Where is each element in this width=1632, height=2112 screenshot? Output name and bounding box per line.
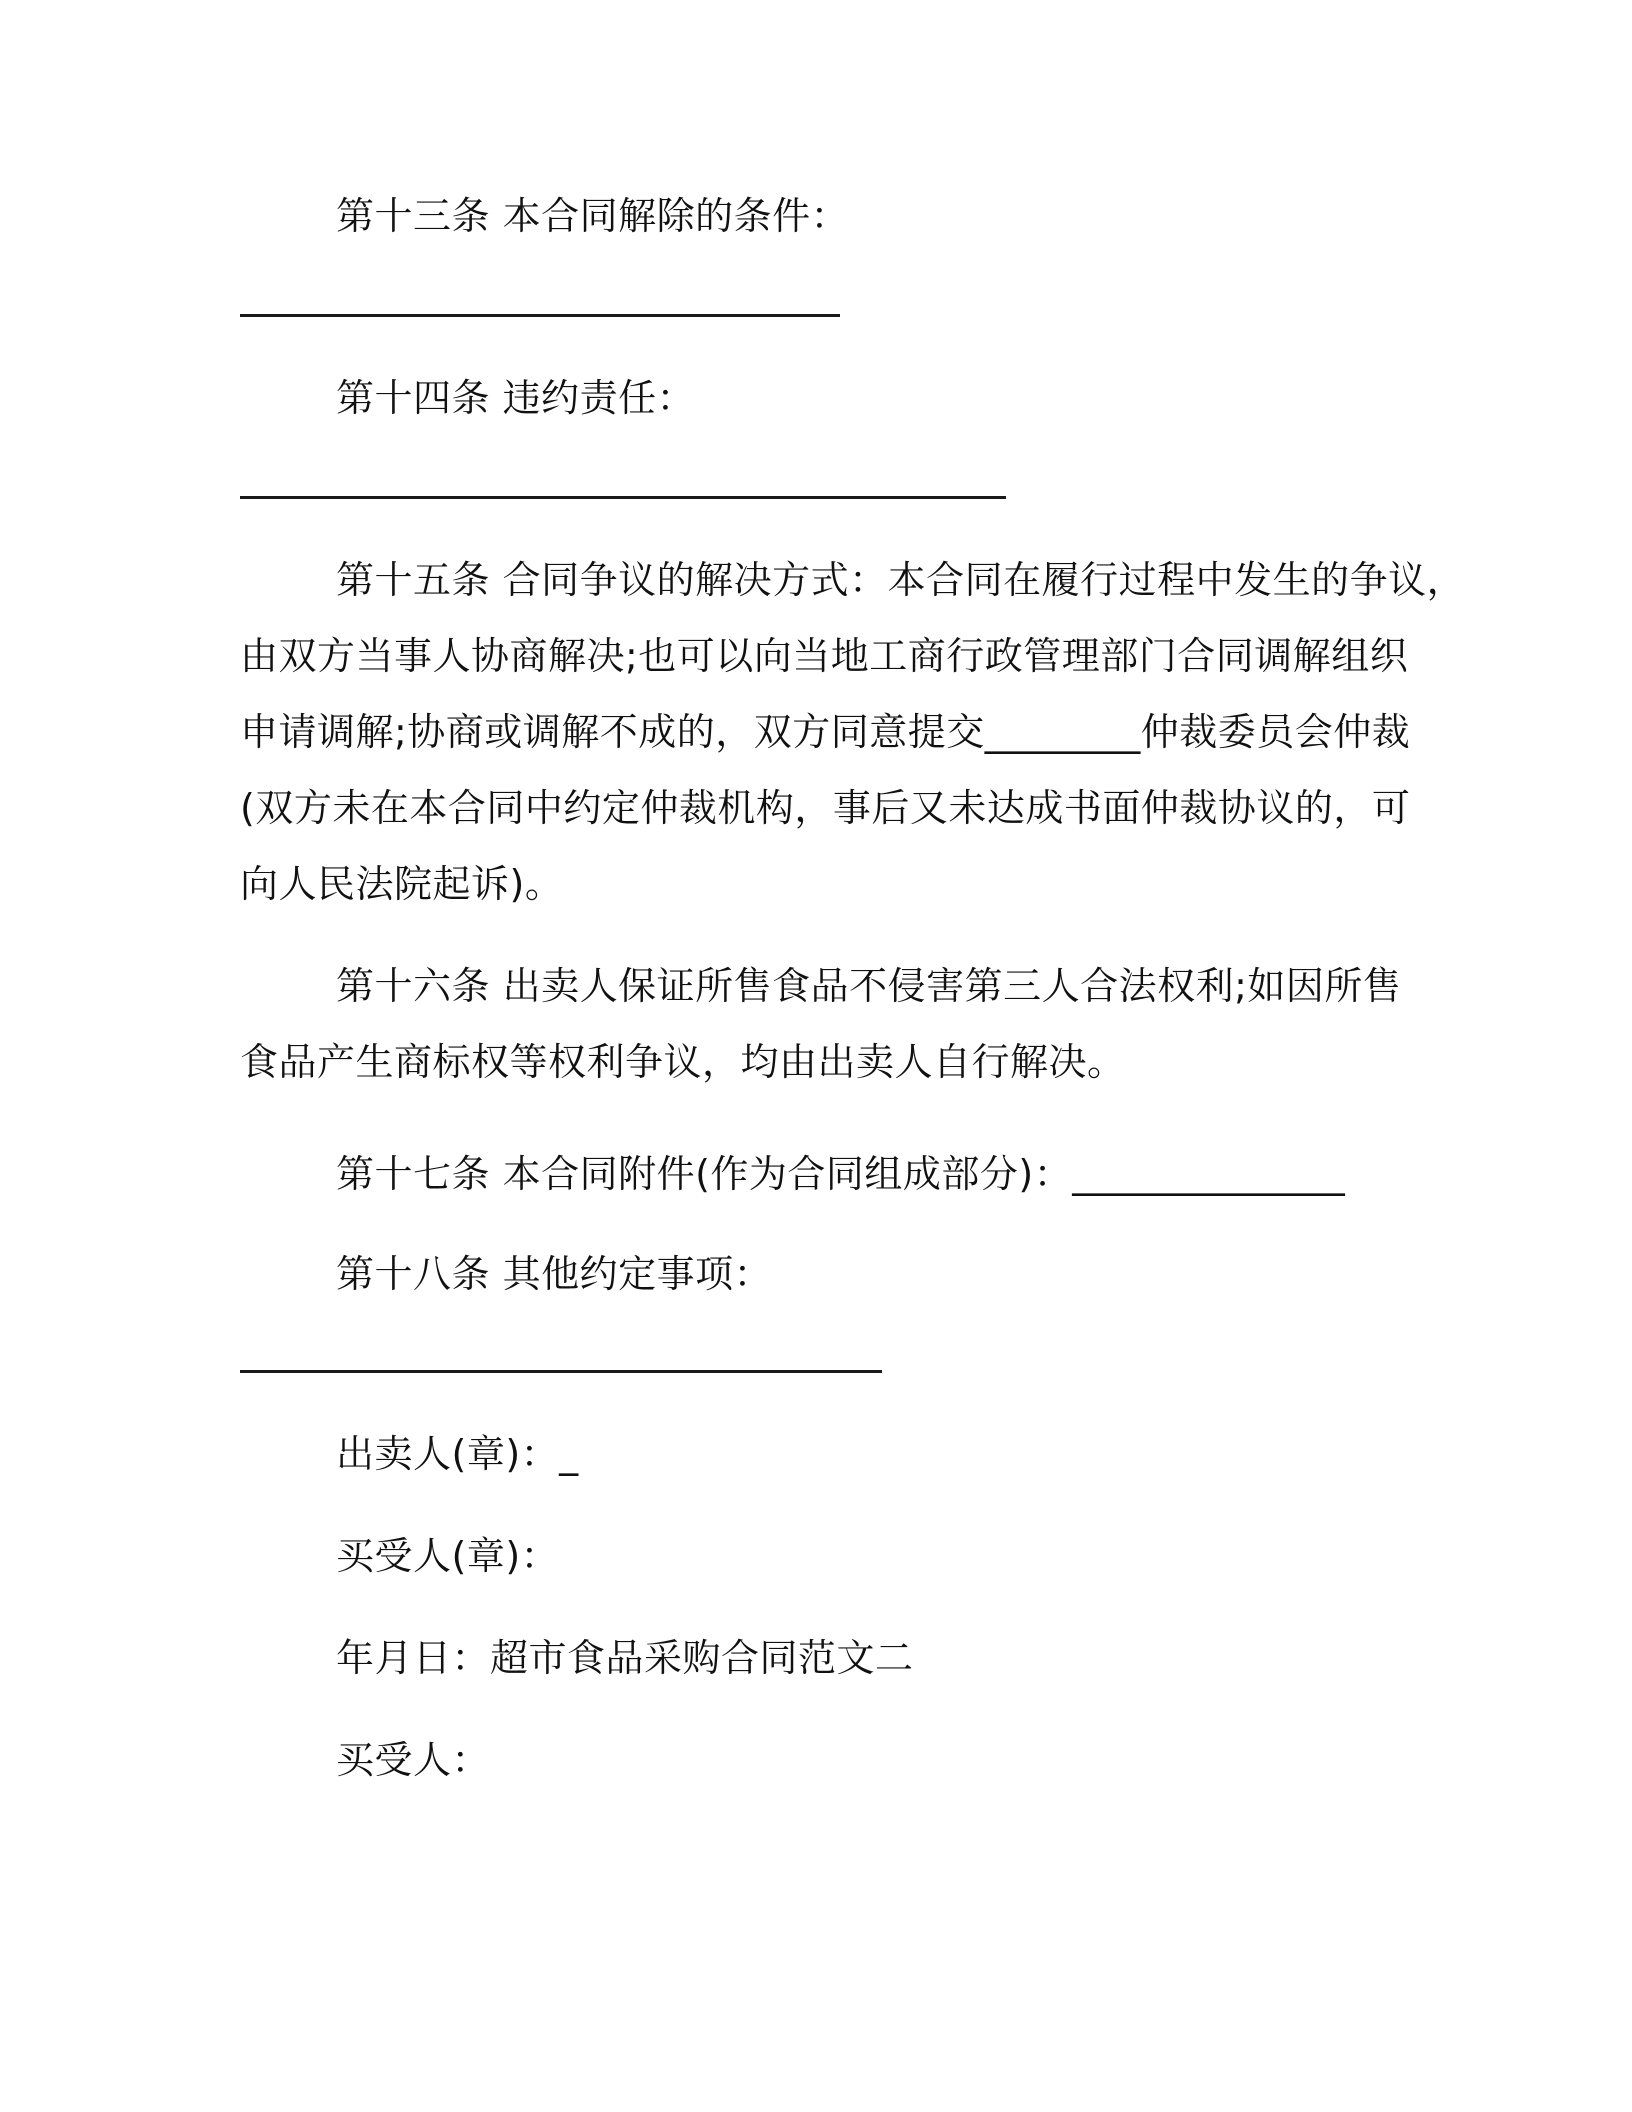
article-15-line-2: 由双方当事人协商解决;也可以向当地工商行政管理部门合同调解组织 <box>240 634 1409 678</box>
seller-signature: 出卖人(章)：_ <box>336 1432 579 1476</box>
article-14-title: 第十四条 违约责任： <box>336 376 696 420</box>
article-14-blank <box>240 496 1006 499</box>
article-13-blank <box>240 314 840 317</box>
buyer-label: 买受人： <box>336 1738 491 1782</box>
buyer-signature: 买受人(章)： <box>336 1534 560 1578</box>
article-16-line-1: 第十六条 出卖人保证所售食品不侵害第三人合法权利;如因所售 <box>336 964 1402 1008</box>
article-18-blank <box>240 1370 882 1373</box>
article-15-line-5: 向人民法院起诉)。 <box>240 862 564 906</box>
article-18-title: 第十八条 其他约定事项： <box>336 1252 773 1296</box>
article-13-title: 第十三条 本合同解除的条件： <box>336 194 850 238</box>
article-16-line-2: 食品产生商标权等权利争议，均由出卖人自行解决。 <box>240 1040 1126 1084</box>
article-15-line-4: (双方未在本合同中约定仲裁机构，事后又未达成书面仲裁协议的，可 <box>240 786 1411 830</box>
date-line: 年月日：超市食品采购合同范文二 <box>336 1636 914 1680</box>
article-17-title: 第十七条 本合同附件(作为合同组成部分)：______________ <box>336 1152 1346 1196</box>
article-15-line-3: 申请调解;协商或调解不成的，双方同意提交________仲裁委员会仲裁 <box>240 710 1411 754</box>
article-15-line-1: 第十五条 合同争议的解决方式：本合同在履行过程中发生的争议， <box>336 558 1466 602</box>
